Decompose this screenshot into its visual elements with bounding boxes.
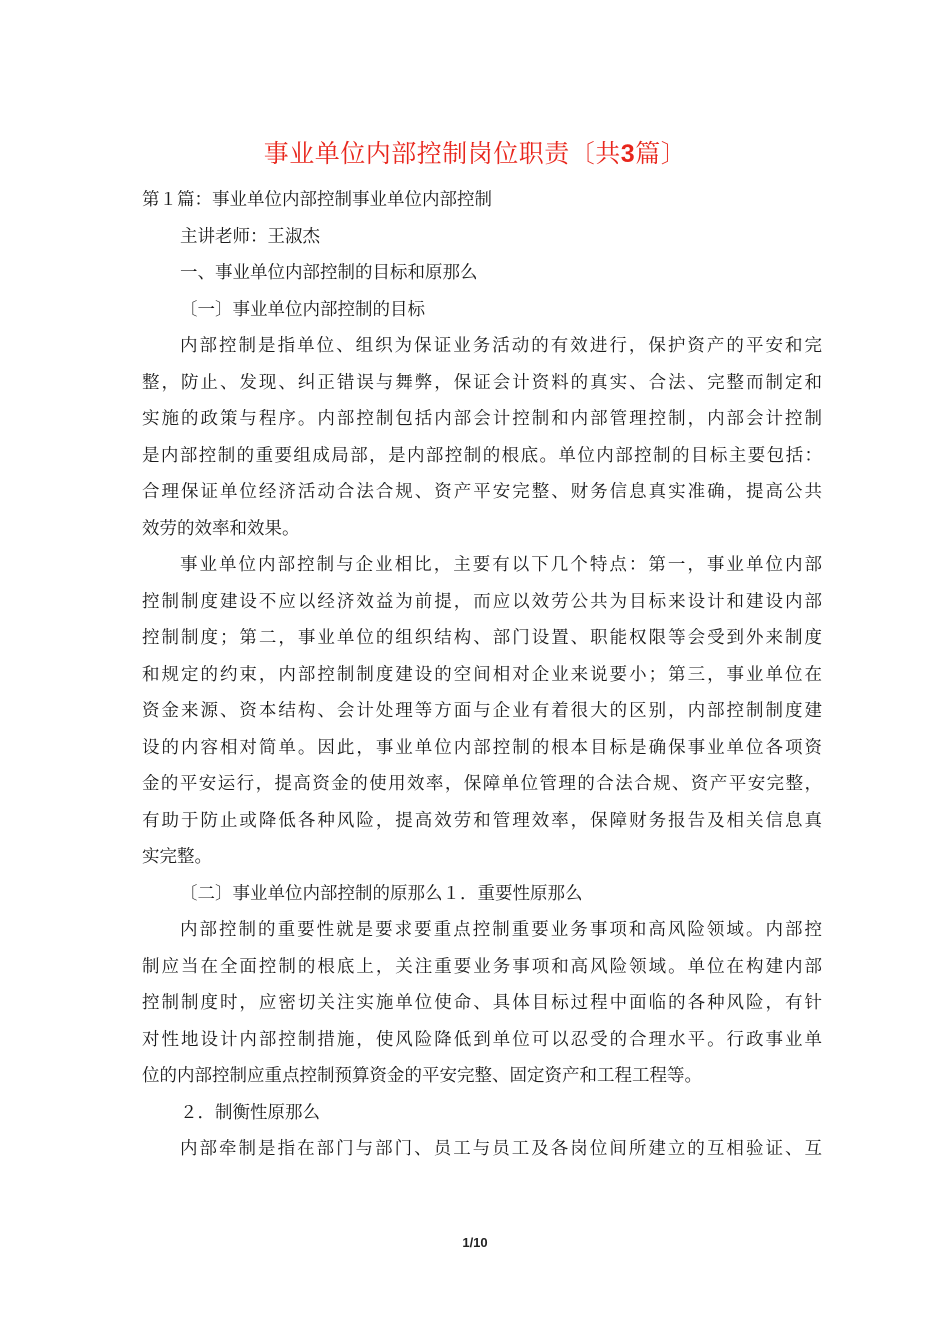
title-suffix: 篇〕	[635, 139, 687, 168]
text-line: 控制制度时，应密切关注实施单位使命、具体目标过程中面临的各种风险，有针	[142, 993, 822, 1013]
text-line: 内部牵制是指在部门与部门、员工与员工及各岗位间所建立的互相验证、互	[180, 1139, 822, 1159]
text-line: 控制制度建设不应以经济效益为前提，而应以效劳公共为目标来设计和建设内部	[142, 591, 822, 612]
document-title	[0, 137, 950, 171]
text-line: 实施的政策与程序。内部控制包括内部会计控制和内部管理控制，内部会计控制	[142, 409, 822, 429]
text-line: 对性地设计内部控制措施，使风险降低到单位可以忍受的合理水平。行政事业单	[142, 1029, 822, 1050]
text-line: 效劳的效率和效果。	[142, 518, 300, 539]
text-line: 内部控制是指单位、组织为保证业务活动的有效进行，保护资产的平安和完	[180, 336, 822, 356]
title-prefix: 事业单位内部控制岗位职责〔共	[263, 139, 621, 168]
text-line: 整，防止、发现、纠正错误与舞弊，保证会计资料的真实、合法、完整而制定和	[142, 372, 822, 393]
text-line: 〔一〕事业单位内部控制的目标	[180, 299, 425, 320]
text-line: 控制制度；第二，事业单位的组织结构、部门设置、职能权限等会受到外来制度	[142, 628, 822, 648]
text-line: 第１篇：事业单位内部控制事业单位内部控制	[142, 190, 492, 210]
text-line: 内部控制的重要性就是要求要重点控制重要业务事项和高风险领域。内部控	[180, 920, 822, 940]
document-body	[142, 182, 822, 1168]
title-number: 3	[620, 140, 636, 168]
text-line: 位的内部控制应重点控制预算资金的平安完整、固定资产和工程工程等。	[142, 1066, 702, 1086]
text-line: 和规定的约束，内部控制制度建设的空间相对企业来说要小；第三，事业单位在	[142, 664, 822, 685]
text-line: 合理保证单位经济活动合法合规、资产平安完整、财务信息真实准确，提高公共	[142, 482, 822, 502]
text-line: 资金来源、资本结构、会计处理等方面与企业有着很大的区别，内部控制制度建	[142, 701, 822, 721]
text-line: ２．制衡性原那么	[180, 1102, 320, 1123]
text-line: 制应当在全面控制的根底上，关注重要业务事项和高风险领域。单位在构建内部	[142, 956, 822, 977]
text-line: 实完整。	[142, 847, 212, 867]
text-line: 设的内容相对简单。因此，事业单位内部控制的根本目标是确保事业单位各项资	[142, 737, 822, 758]
text-line: 金的平安运行，提高资金的使用效率，保障单位管理的合法合规、资产平安完整，	[142, 774, 822, 794]
text-line: 一、事业单位内部控制的目标和原那么	[180, 263, 478, 283]
text-line: 是内部控制的重要组成局部，是内部控制的根底。单位内部控制的目标主要包括：	[142, 445, 822, 466]
text-line: 有助于防止或降低各种风险，提高效劳和管理效率，保障财务报告及相关信息真	[142, 810, 822, 831]
text-line: 〔二〕事业单位内部控制的原那么１．重要性原那么	[180, 883, 583, 904]
text-line: 主讲老师：王淑杰	[180, 226, 320, 247]
page-number: 1/10	[462, 1235, 488, 1250]
text-line: 事业单位内部控制与企业相比，主要有以下几个特点：第一，事业单位内部	[180, 555, 822, 575]
